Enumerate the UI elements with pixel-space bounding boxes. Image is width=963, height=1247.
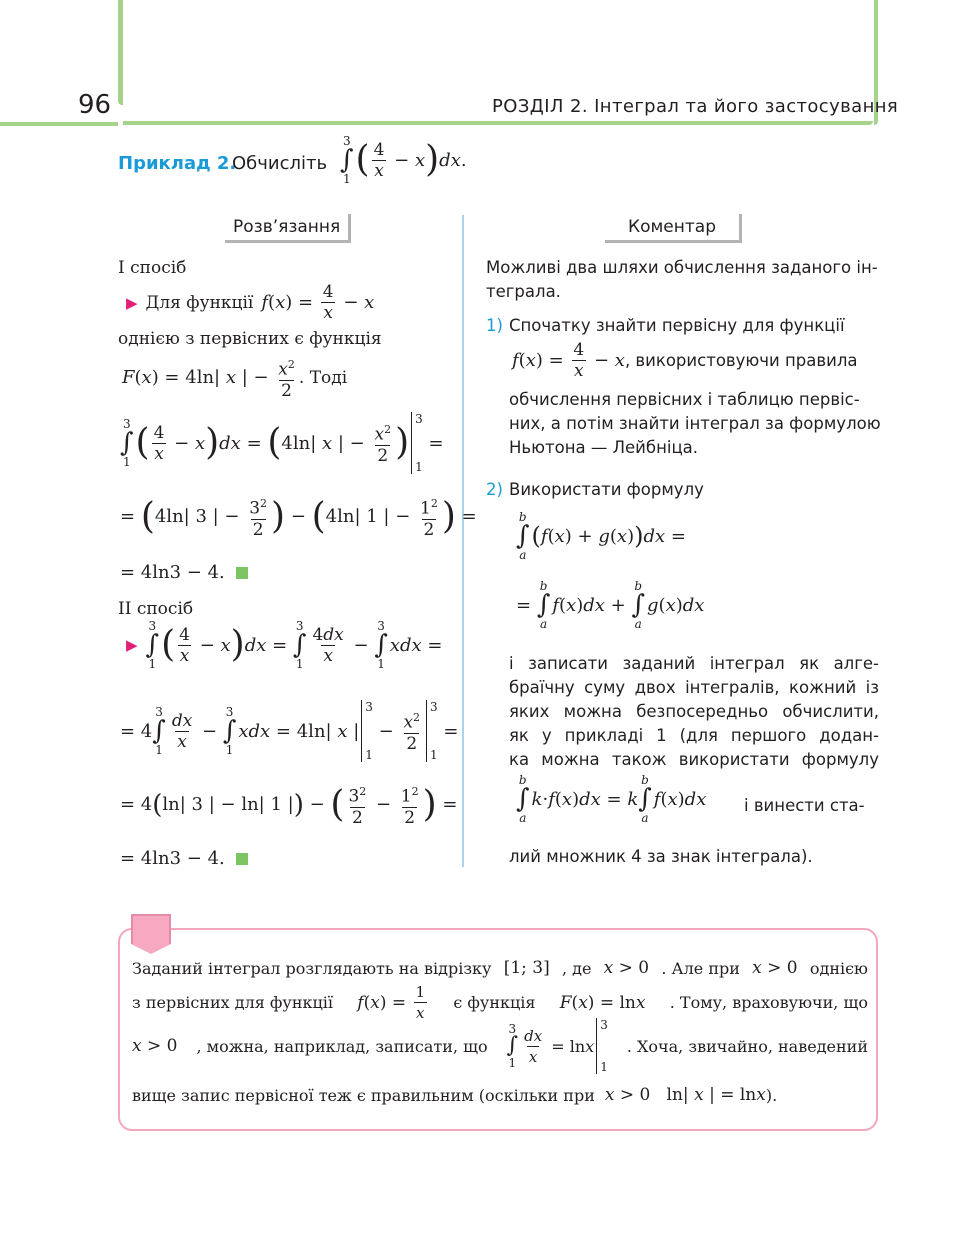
example-integral: 3 ∫ 1 ( $\frac{4}{x}$ − x ) dx. (340, 134, 467, 186)
arrow-icon: ▶ (126, 293, 138, 312)
end-square-icon (236, 567, 248, 579)
example-text: Обчисліть (232, 153, 328, 174)
header-frame-line (123, 121, 873, 125)
note-line-2: з первісних для функції f ( x ) = $\frac{1}{x}$ є функція F ( x ) = ln x . Тому, враховуючи, що (132, 983, 868, 1022)
end-square-icon (236, 853, 248, 865)
method-1-line-2: однією з первісних є функція (118, 329, 382, 349)
comment-item-1-a: Спочатку знайти первісну для функції (509, 316, 845, 335)
comment-item-2-b: і записати заданий інтеграл як алге- (509, 654, 879, 673)
column-divider (462, 215, 464, 867)
comment-item-2-f: ка можна також використати формулу (509, 750, 879, 769)
comment-item-2-g: і винести ста- (744, 796, 865, 815)
comment-item-1-e: Ньютона — Лейбніца. (509, 438, 699, 457)
method-1-step-1: 3 ∫ 1 ( $\frac{4}{x}$ − x ) dx = ( 4ln| x | − $\frac{x^2}{2}$ ) 3 1 = (120, 412, 444, 474)
comment-intro-1: Можливі два шляхи обчислення заданого ін- (486, 258, 878, 277)
page-number: 96 (78, 90, 112, 120)
method-2-step-3: = 4 ( ln| 3 | − ln| 1 | ) − ( $\frac{3^2}{2}$ − $\frac{1^2}{2}$ ) = (120, 783, 458, 828)
method-1-title: І спосіб (118, 258, 187, 278)
example-label: Приклад 2. (118, 153, 237, 174)
commentary-heading: Коментар (605, 214, 742, 243)
header-frame-bottom (0, 122, 118, 126)
method-2-step-1: ▶ 3 ∫ 1 ( $\frac{4}{x}$ − x ) dx = 3 ∫ 1 $\frac{4dx}{x}$ − 3 ∫ 1 xdx = (126, 619, 443, 671)
comment-item-1-number: 1) (486, 316, 503, 335)
chapter-title: РОЗДІЛ 2. Інтеграл та його застосування (492, 96, 899, 117)
note-line-3: x > 0 , можна, наприклад, записати, що 3 ∫ 1 $\frac{dx}{x}$ = ln x 3 1 . Хоча, звичайно, наведений (132, 1018, 868, 1074)
comment-item-1-c: обчислення первісних і таблицю первіс- (509, 390, 860, 409)
method-1-line-1: ▶ Для функції f ( x ) = $\frac{4}{x}$ − x (126, 282, 375, 323)
comment-formula-sum-1: b ∫ a ( f ( x ) + g ( x ) ) dx = (516, 510, 686, 562)
comment-formula-sum-2: = b ∫ a f ( x ) dx + b ∫ a g ( x ) dx (516, 579, 705, 631)
arrow-icon: ▶ (126, 636, 138, 654)
method-2-result: = 4ln3 − 4. (120, 848, 248, 869)
method-1-antiderivative: F ( x ) = 4ln| x | − $\frac{x^2}{2}$ . Тоді (122, 358, 348, 401)
comment-item-1-d: них, а потім знайти інтеграл за формулою (509, 414, 881, 433)
comment-item-2-d: яких можна безпосередньо обчислити, (509, 702, 879, 721)
method-1-step-2: = ( 4ln| 3 | − $\frac{3^2}{2}$ ) − ( 4ln| 1 | − $\frac{1^2}{2}$ ) = (120, 495, 477, 540)
comment-item-1-formula: f ( x ) = $\frac{4}{x}$ − x , використовуючи правила (512, 340, 858, 381)
solution-heading: Розв’язання (225, 214, 351, 243)
note-tab-icon (131, 914, 171, 944)
comment-item-2-a: Використати формулу (509, 480, 704, 499)
comment-item-2-h: лий множник 4 за знак інтеграла). (509, 847, 813, 866)
method-2-title: ІІ спосіб (118, 599, 194, 619)
method-1-result: = 4ln3 − 4. (120, 562, 248, 583)
comment-formula-constant: b ∫ a k · f ( x ) dx = k b ∫ a f ( x ) dx (516, 773, 707, 825)
note-tab-point (131, 944, 171, 954)
note-line-1: Заданий інтеграл розглядають на відрізку [1; 3] , де x > 0 . Але при x > 0 однією (132, 958, 868, 978)
method-2-step-2: = 4 3 ∫ 1 $\frac{dx}{x}$ − 3 ∫ 1 xdx = 4ln| x | 3 1 − $\frac{x^2}{2}$ 3 1 = (120, 700, 459, 762)
comment-item-2-number: 2) (486, 480, 503, 499)
comment-item-2-c: браїчну суму двох інтегралів, кожний із (509, 678, 879, 697)
header-frame-left (118, 0, 123, 105)
comment-item-2-e: як у прикладі 1 (для першого додан- (509, 726, 879, 745)
comment-intro-2: теграла. (486, 282, 561, 301)
note-line-4: вище запис первісної теж є правильним (оскільки при x > 0 ln| x | = ln x ). (132, 1085, 778, 1105)
